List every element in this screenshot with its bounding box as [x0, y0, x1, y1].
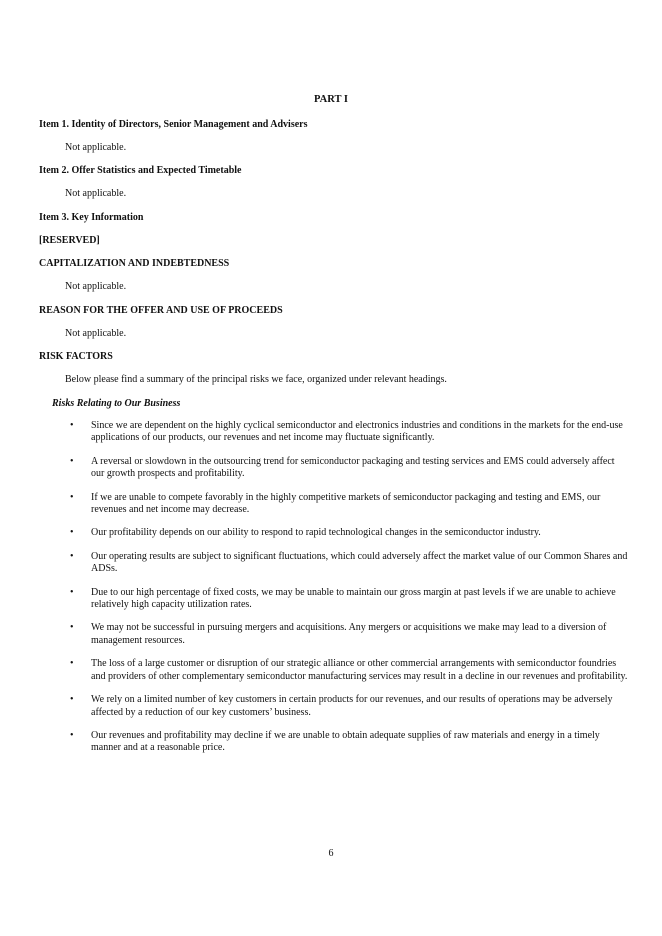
- risk-bullet-item: [68, 551, 628, 576]
- bullet-marker: •: [70, 527, 74, 539]
- risks-business-subheading: Risks Relating to Our Business: [52, 398, 181, 409]
- risk-bullet-item: [68, 622, 628, 647]
- risk-bullet-item: [68, 527, 628, 539]
- risk-bullet-text: If we are unable to compete favorably in the highly competitive markets of semiconductor packaging and testing and EMS, our revenues and net income may decrease.: [91, 491, 601, 516]
- item3-heading: Item 3. Key Information: [39, 212, 144, 223]
- risk-bullet-text: Our operating results are subject to significant fluctuations, which could adversely affect the market value of our Common Shares and ADSs.: [91, 550, 628, 575]
- item1-body: Not applicable.: [65, 142, 127, 153]
- risk-bullet-text: We may not be successful in pursuing mergers and acquisitions. Any mergers or acquisitions we make may lead to a diversion of management resources.: [91, 622, 607, 646]
- risk-bullet-text: Our revenues and profitability may decline if we are unable to obtain adequate supplies of raw materials and energy in a timely manner and at a reasonable price.: [91, 729, 600, 754]
- bullet-marker: •: [70, 455, 74, 467]
- reason-heading: REASON FOR THE OFFER AND USE OF PROCEEDS: [39, 305, 283, 316]
- bullet-marker: •: [70, 622, 74, 634]
- risk-bullet-item: [68, 694, 628, 719]
- risk-factors-intro: Below please find a summary of the principal risks we face, organized under relevant headings.: [65, 374, 447, 385]
- part-title: PART I: [314, 94, 348, 105]
- reason-body: Not applicable.: [65, 328, 127, 339]
- capitalization-heading: CAPITALIZATION AND INDEBTEDNESS: [39, 258, 230, 269]
- risk-bullet-item: [68, 658, 628, 683]
- bullet-marker: •: [70, 729, 74, 741]
- risk-bullet-list: [68, 420, 628, 766]
- risk-bullet-text: A reversal or slowdown in the outsourcing trend for semiconductor packaging and testing services and EMS could adversely affect our growth prospects and profitability.: [91, 455, 615, 480]
- bullet-marker: •: [70, 658, 74, 670]
- capitalization-body: Not applicable.: [65, 281, 127, 292]
- risk-bullet-text: We rely on a limited number of key customers in certain products for our revenues, and our results of operations may be adversely affected by a reduction of our key customers’ business.: [91, 694, 613, 718]
- risk-bullet-text: The loss of a large customer or disruption of our strategic alliance or other commercial arrangements with semiconductor foundries and providers of other complementary semiconductor manufacturing services may result in a decline in our revenues and profitability.: [91, 658, 628, 682]
- bullet-marker: •: [70, 491, 74, 503]
- risk-bullet-text: Our profitability depends on our ability to respond to rapid technological changes in the semiconductor industry.: [91, 527, 541, 539]
- risk-bullet-item: [68, 730, 628, 755]
- page-number: 6: [328, 848, 334, 859]
- risk-bullet-text: Due to our high percentage of fixed costs, we may be unable to maintain our gross margin at past levels if we are unable to achieve relatively high capacity utilization rates.: [91, 586, 616, 611]
- risk-bullet-item: [68, 420, 628, 445]
- reserved-heading: [RESERVED]: [39, 235, 100, 246]
- bullet-marker: •: [70, 694, 74, 706]
- item2-heading: Item 2. Offer Statistics and Expected Timetable: [39, 165, 242, 176]
- item2-body: Not applicable.: [65, 188, 127, 199]
- bullet-marker: •: [70, 586, 74, 598]
- risk-factors-heading: RISK FACTORS: [39, 351, 113, 362]
- bullet-marker: •: [70, 550, 74, 562]
- risk-bullet-item: [68, 456, 628, 481]
- risk-bullet-text: Since we are dependent on the highly cyclical semiconductor and electronics industries and conditions in the markets for the end-use applications of our products, our revenues and net income may fluctuate significantly.: [91, 420, 623, 444]
- risk-bullet-item: [68, 587, 628, 612]
- risk-bullet-item: [68, 492, 628, 517]
- item1-heading: Item 1. Identity of Directors, Senior Management and Advisers: [39, 119, 308, 130]
- bullet-marker: •: [70, 420, 74, 431]
